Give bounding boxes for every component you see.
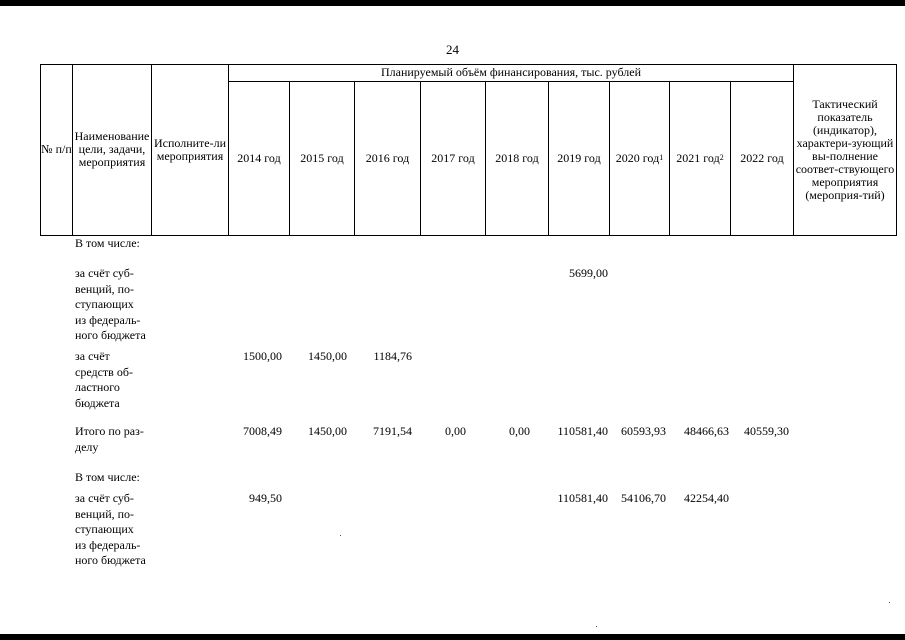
header-indicator: Тактический показатель (индикатор), характери-зующий вы-полнение соответ-ствующего мероприятия (мероприя-тий) [795,96,895,202]
scan-speck [889,602,890,603]
row-value: 48466,63 [684,424,729,438]
row-label: за счёт средств об- ластного бюджета [75,349,133,410]
row-value: 949,50 [249,491,282,505]
row-value: 1500,00 [243,349,282,363]
header-year-label: 2020 год [615,150,660,165]
header-year [731,81,793,235]
scan-bottom-edge [0,634,905,640]
header-num: № п/п [41,142,72,156]
header-year [421,81,485,235]
row-value: 1184,76 [373,349,412,363]
row-value: 110581,40 [557,424,608,438]
header-funding: Планируемый объём финансирования, тыс. рублей [380,65,641,79]
row-value: 0,00 [445,424,466,438]
header-year [229,81,289,235]
header-year-label: 2019 год [557,150,601,165]
header-year [355,81,420,235]
row-value: 7191,54 [373,424,412,438]
row-value: 42254,40 [684,491,729,505]
row-label: за счёт суб- венций, по- ступающих из федераль- ного бюджета [75,491,146,567]
header-year-label: 2017 год [431,150,475,165]
header-executor: Исполните-ли мероприятия [153,135,227,163]
header-year-label: 2018 год [495,150,539,165]
row-value: 5699,00 [569,266,608,280]
header-year: 2021 год 2 [676,150,724,165]
row-label: В том числе: [75,236,140,250]
row-label: В том числе: [75,470,140,484]
header-year-label: 2015 год [300,150,344,165]
page-number: 24 [446,42,459,57]
row-value: 7008,49 [243,424,282,438]
header-year-label: 2021 год [676,150,720,165]
row-value: 110581,40 [557,491,608,505]
row-label: Итого по раз- делу [75,424,144,454]
header-year-label: 2016 год [365,150,410,165]
header-year [486,81,548,235]
row-value: 40559,30 [744,424,789,438]
row-value: 60593,93 [621,424,666,438]
header-year [290,81,354,235]
header-year [549,81,609,235]
row-value: 1450,00 [308,349,347,363]
row-value: 54106,70 [621,491,666,505]
header-year: 2020 год 1 [615,150,664,165]
header-year-label: 2022 год [740,150,784,165]
scan-speck [340,535,341,536]
scan-top-edge [0,0,905,6]
row-label: за счёт суб- венций, по- ступающих из федераль- ного бюджета [75,266,146,342]
row-value: 0,00 [509,424,530,438]
row-value: 1450,00 [308,424,347,438]
header-year-label: 2014 год [237,150,281,165]
scan-speck [596,626,597,627]
header-name: Наименование цели, задачи, мероприятия [74,129,150,169]
